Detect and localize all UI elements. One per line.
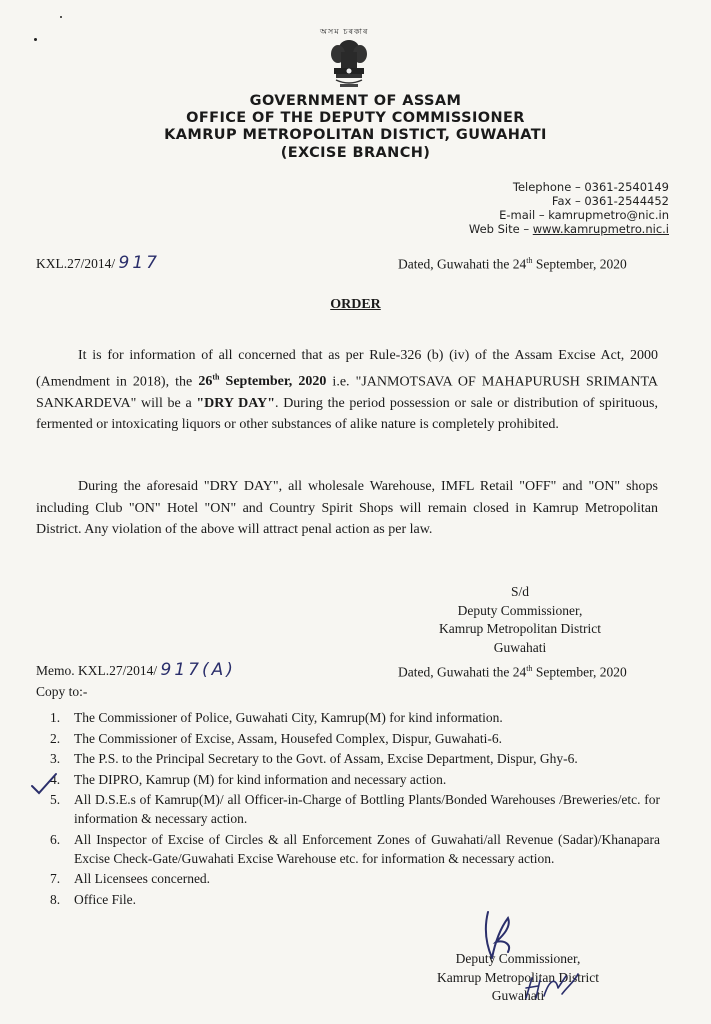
telephone-text: Telephone – 0361-2540149: [512, 180, 669, 194]
list-item-number: 1.: [50, 710, 61, 725]
memo-date-suffix: September, 2020: [532, 664, 627, 680]
list-item-number: 6.: [50, 831, 61, 847]
scan-speck: [34, 38, 37, 41]
list-item: [36, 708, 660, 727]
fax-text: Fax – 0361-2544452: [551, 194, 669, 208]
website-link[interactable]: www.kamrupmetro.nic.i: [532, 222, 669, 236]
para1-dry-day: "DRY DAY": [196, 395, 275, 411]
list-item-number: 2.: [50, 730, 61, 746]
signatory-title: Deputy Commissioner,: [457, 602, 583, 618]
list-item-number: 4.: [50, 771, 61, 787]
scan-speck: [60, 16, 62, 18]
copy-to-label: Copy to:-: [36, 684, 88, 699]
national-emblem-icon: [322, 38, 376, 94]
list-item: [36, 770, 660, 789]
para1-date: 26: [198, 374, 213, 390]
reference-date-suffix: September, 2020: [532, 256, 627, 272]
header-office: OFFICE OF THE DEPUTY COMMISSIONER: [186, 110, 525, 126]
list-item-number: 8.: [50, 891, 61, 907]
para1-date-sup: th: [212, 372, 220, 382]
order-title: ORDER: [330, 297, 381, 312]
memo-date-sup: th: [526, 664, 533, 673]
list-item-number: 5.: [50, 792, 61, 807]
website-text: [469, 222, 669, 236]
signed-mark: S/d: [510, 584, 529, 599]
contact-block: [469, 180, 669, 236]
memo-handwritten-number: 917(A): [160, 660, 236, 680]
list-item: [36, 830, 660, 868]
website-label: Web Site –: [468, 222, 533, 236]
reference-handwritten-number: 917: [118, 253, 160, 273]
closing-signatory-title: Deputy Commissioner,: [455, 951, 581, 966]
list-item-text: All D.S.E.s of Kamrup(M)/ all Officer-in-Charge of Bottling Plants/Bonded Warehouses /Breweries/etc. for information & necessary action.: [74, 792, 660, 826]
email-text: E-mail – kamrupmetro@nic.in: [499, 208, 669, 222]
emblem-caption: অসম চৰকাৰ: [320, 27, 369, 36]
list-item-text: The Commissioner of Excise, Assam, Housefed Complex, Dispur, Guwahati-6.: [74, 730, 503, 746]
signatory-city: Guwahati: [493, 639, 547, 655]
list-item-number: 3.: [50, 751, 61, 766]
list-item: [36, 729, 660, 748]
reference-number: [36, 253, 160, 273]
reference-date-sup: th: [526, 256, 533, 265]
memo-date-prefix: Dated, Guwahati the 24: [398, 664, 527, 680]
closing-signatory-city: Guwahati: [491, 988, 545, 1003]
list-item-text: All Licensees concerned.: [74, 871, 211, 886]
closing-signature-block: [418, 950, 618, 1006]
list-item-text: The DIPRO, Kamrup (M) for kind information and necessary action.: [74, 771, 447, 787]
list-item: [36, 749, 660, 768]
list-item: [36, 890, 660, 909]
list-item: [36, 790, 660, 828]
reference-date-prefix: Dated, Guwahati the 24: [398, 256, 527, 272]
closing-signatory-district: Kamrup Metropolitan District: [437, 969, 599, 985]
list-item-number: 7.: [50, 871, 61, 886]
list-item-text: The Commissioner of Police, Guwahati City, Kamrup(M) for kind information.: [74, 710, 503, 725]
list-item-text: Office File.: [74, 891, 136, 907]
order-paragraph-1: [36, 345, 658, 436]
order-paragraph-2: During the aforesaid "DRY DAY", all wholesale Warehouse, IMFL Retail "OFF" and "ON" shops including Club "ON" Hotel "ON" and Country Spirit Shops will remain closed in Kamrup Metropolitan District. Any violation of the above will attract penal action as per law.: [36, 479, 658, 537]
list-item-text: The P.S. to the Principal Secretary to the Govt. of Assam, Excise Department, Dispur, Ghy-6.: [74, 751, 578, 766]
checkmark-icon: [30, 771, 61, 796]
signatory-district: Kamrup Metropolitan District: [439, 621, 601, 636]
header-government: GOVERNMENT OF ASSAM: [249, 93, 462, 109]
header-district: KAMRUP METROPOLITAN DISTICT, GUWAHATI: [164, 127, 547, 143]
handwritten-initials-icon: [522, 968, 582, 1004]
copy-list: [36, 708, 660, 910]
para1-text-b: i.e. "JANMOTSAVA OF MAHAPURUSH SRIMANTA SANKARDEVA" will be a: [36, 374, 658, 411]
para1-text-a: It is for information of all concerned that as per Rule-326 (b) (iv) of the Assam Excise Act, 2000 (Amendment in 2018), the: [36, 348, 658, 390]
para1-text-c: . During the period possession or sale or distribution of spirituous, fermented or intoxicating liquors or other substances of alike nature is completely prohibited.: [36, 395, 658, 433]
signature-block: [420, 583, 620, 657]
list-item-text: All Inspector of Excise of Circles & all Enforcement Zones of Guwahati/all Revenue (Sadar)/Khanapara Excise Check-Gate/Guwahati Excise Warehouse etc. for information & necessary action.: [74, 831, 660, 866]
memo-date: [398, 664, 627, 681]
reference-date: [398, 256, 627, 273]
reference-number-text: KXL.27/2014/: [36, 256, 116, 271]
memo-number-text: Memo. KXL.27/2014/: [36, 663, 158, 678]
memo-number: [36, 660, 236, 680]
list-item: [36, 869, 660, 888]
para1-date-month: September, 2020: [219, 374, 327, 390]
header-branch: (EXCISE BRANCH): [280, 145, 431, 161]
